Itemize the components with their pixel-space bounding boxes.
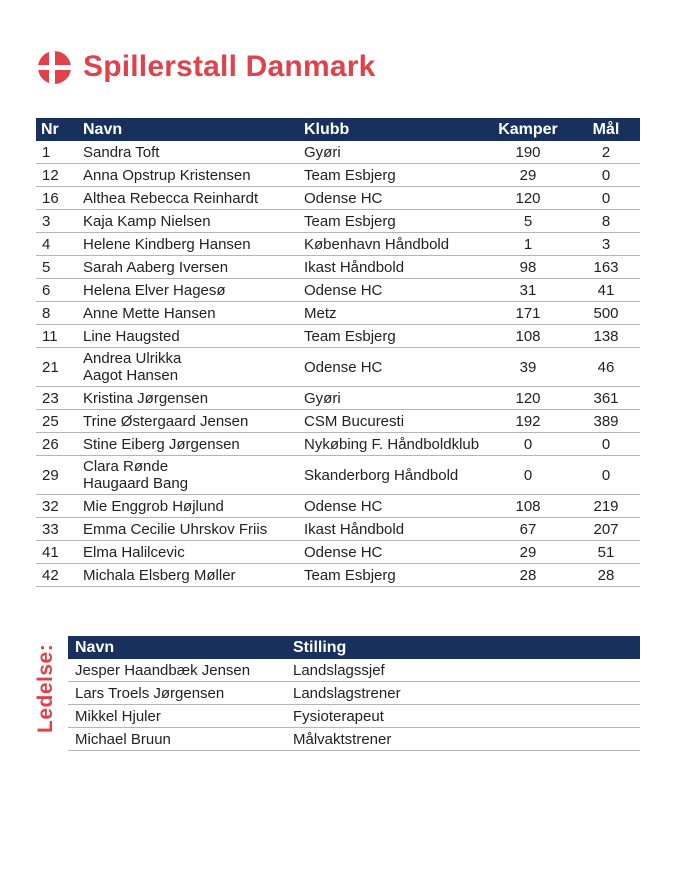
- column-header-staff-name: Navn: [68, 636, 286, 659]
- player-name: Emma Cecilie Uhrskov Friis: [78, 518, 299, 541]
- table-row: [68, 705, 640, 728]
- table-header-row: [36, 118, 640, 141]
- player-number: 3: [36, 210, 78, 233]
- table-row: [36, 187, 640, 210]
- player-club: Team Esbjerg: [299, 325, 484, 348]
- player-club: Odense HC: [299, 348, 484, 387]
- player-goals: 2: [572, 141, 640, 164]
- player-games: 0: [484, 433, 572, 456]
- player-goals: 500: [572, 302, 640, 325]
- player-games: 5: [484, 210, 572, 233]
- player-games: 171: [484, 302, 572, 325]
- player-name: Sandra Toft: [78, 141, 299, 164]
- player-goals: 361: [572, 387, 640, 410]
- player-number: 21: [36, 348, 78, 387]
- player-club: Team Esbjerg: [299, 164, 484, 187]
- player-name-line: Andrea Ulrikka: [83, 350, 182, 367]
- table-row: [36, 348, 640, 387]
- player-number: 4: [36, 233, 78, 256]
- player-games: 67: [484, 518, 572, 541]
- table-header-row: [68, 636, 640, 659]
- player-games: 29: [484, 541, 572, 564]
- column-header-staff-role: Stilling: [286, 636, 640, 659]
- table-row: [36, 210, 640, 233]
- player-number: 29: [36, 456, 78, 495]
- column-header-goals: Mål: [572, 118, 640, 141]
- page-title: Spillerstall Danmark: [83, 50, 376, 83]
- player-name: Elma Halilcevic: [78, 541, 299, 564]
- player-games: 39: [484, 348, 572, 387]
- staff-side-label: Ledelse:: [34, 643, 57, 733]
- table-row: [36, 495, 640, 518]
- column-header-nr: Nr: [36, 118, 78, 141]
- player-games: 120: [484, 387, 572, 410]
- player-number: 12: [36, 164, 78, 187]
- player-club: Odense HC: [299, 541, 484, 564]
- player-name: [78, 348, 299, 387]
- player-games: 120: [484, 187, 572, 210]
- player-number: 5: [36, 256, 78, 279]
- player-games: 108: [484, 325, 572, 348]
- player-name: Trine Østergaard Jensen: [78, 410, 299, 433]
- player-games: 98: [484, 256, 572, 279]
- player-club: CSM Bucuresti: [299, 410, 484, 433]
- player-games: 192: [484, 410, 572, 433]
- table-row: [68, 682, 640, 705]
- player-number: 23: [36, 387, 78, 410]
- player-club: Gyøri: [299, 387, 484, 410]
- player-games: 1: [484, 233, 572, 256]
- table-row: [36, 456, 640, 495]
- table-row: [36, 433, 640, 456]
- player-club: Odense HC: [299, 187, 484, 210]
- player-name: Stine Eiberg Jørgensen: [78, 433, 299, 456]
- staff-role: Fysioterapeut: [286, 705, 640, 728]
- player-goals: 207: [572, 518, 640, 541]
- player-number: 1: [36, 141, 78, 164]
- staff-role: Landslagstrener: [286, 682, 640, 705]
- table-row: [36, 164, 640, 187]
- player-number: 33: [36, 518, 78, 541]
- player-name-line: Aagot Hansen: [83, 367, 179, 384]
- player-club: Odense HC: [299, 279, 484, 302]
- player-goals: 0: [572, 433, 640, 456]
- player-goals: 0: [572, 187, 640, 210]
- table-row: [36, 302, 640, 325]
- player-club: Ikast Håndbold: [299, 256, 484, 279]
- column-header-club: Klubb: [299, 118, 484, 141]
- player-number: 8: [36, 302, 78, 325]
- player-name: Helene Kindberg Hansen: [78, 233, 299, 256]
- staff-name: Michael Bruun: [68, 728, 286, 751]
- player-name: Kristina Jørgensen: [78, 387, 299, 410]
- table-row: [36, 410, 640, 433]
- player-name: Anne Mette Hansen: [78, 302, 299, 325]
- column-header-games: Kamper: [484, 118, 572, 141]
- player-name: Anna Opstrup Kristensen: [78, 164, 299, 187]
- player-club: Team Esbjerg: [299, 564, 484, 587]
- table-row: [36, 387, 640, 410]
- player-goals: 8: [572, 210, 640, 233]
- table-row: [68, 659, 640, 682]
- player-goals: 28: [572, 564, 640, 587]
- player-games: 0: [484, 456, 572, 495]
- player-games: 29: [484, 164, 572, 187]
- player-name: Helena Elver Hagesø: [78, 279, 299, 302]
- denmark-flag-icon: [38, 51, 71, 84]
- table-row: [36, 256, 640, 279]
- player-club: Odense HC: [299, 495, 484, 518]
- table-row: [36, 518, 640, 541]
- player-number: 41: [36, 541, 78, 564]
- player-number: 42: [36, 564, 78, 587]
- player-name: Kaja Kamp Nielsen: [78, 210, 299, 233]
- staff-name: Lars Troels Jørgensen: [68, 682, 286, 705]
- player-games: 28: [484, 564, 572, 587]
- player-number: 26: [36, 433, 78, 456]
- player-club: Ikast Håndbold: [299, 518, 484, 541]
- player-games: 31: [484, 279, 572, 302]
- player-goals: 46: [572, 348, 640, 387]
- table-row: [68, 728, 640, 751]
- player-games: 108: [484, 495, 572, 518]
- staff-table: [68, 636, 640, 751]
- player-number: 32: [36, 495, 78, 518]
- player-goals: 0: [572, 164, 640, 187]
- column-header-name: Navn: [78, 118, 299, 141]
- player-goals: 138: [572, 325, 640, 348]
- player-club: Metz: [299, 302, 484, 325]
- player-name: Line Haugsted: [78, 325, 299, 348]
- table-row: [36, 141, 640, 164]
- player-name-line: Haugaard Bang: [83, 475, 189, 492]
- player-goals: 0: [572, 456, 640, 495]
- player-number: 25: [36, 410, 78, 433]
- player-goals: 389: [572, 410, 640, 433]
- page-header: [38, 50, 375, 84]
- table-row: [36, 541, 640, 564]
- player-number: 6: [36, 279, 78, 302]
- player-name: Mie Enggrob Højlund: [78, 495, 299, 518]
- player-name-line: Clara Rønde: [83, 458, 169, 475]
- player-name: [78, 456, 299, 495]
- player-games: 190: [484, 141, 572, 164]
- player-goals: 3: [572, 233, 640, 256]
- staff-name: Jesper Haandbæk Jensen: [68, 659, 286, 682]
- staff-name: Mikkel Hjuler: [68, 705, 286, 728]
- table-row: [36, 564, 640, 587]
- player-name: Althea Rebecca Reinhardt: [78, 187, 299, 210]
- player-club: Team Esbjerg: [299, 210, 484, 233]
- player-club: Skanderborg Håndbold: [299, 456, 484, 495]
- player-club: Gyøri: [299, 141, 484, 164]
- player-goals: 41: [572, 279, 640, 302]
- player-number: 11: [36, 325, 78, 348]
- player-club: Nykøbing F. Håndboldklub: [299, 433, 484, 456]
- table-row: [36, 279, 640, 302]
- player-number: 16: [36, 187, 78, 210]
- staff-role: Målvaktstrener: [286, 728, 640, 751]
- player-goals: 51: [572, 541, 640, 564]
- staff-role: Landslagssjef: [286, 659, 640, 682]
- player-goals: 163: [572, 256, 640, 279]
- player-club: København Håndbold: [299, 233, 484, 256]
- player-goals: 219: [572, 495, 640, 518]
- player-name: Michala Elsberg Møller: [78, 564, 299, 587]
- player-roster-table: [36, 118, 640, 587]
- player-name: Sarah Aaberg Iversen: [78, 256, 299, 279]
- table-row: [36, 233, 640, 256]
- table-row: [36, 325, 640, 348]
